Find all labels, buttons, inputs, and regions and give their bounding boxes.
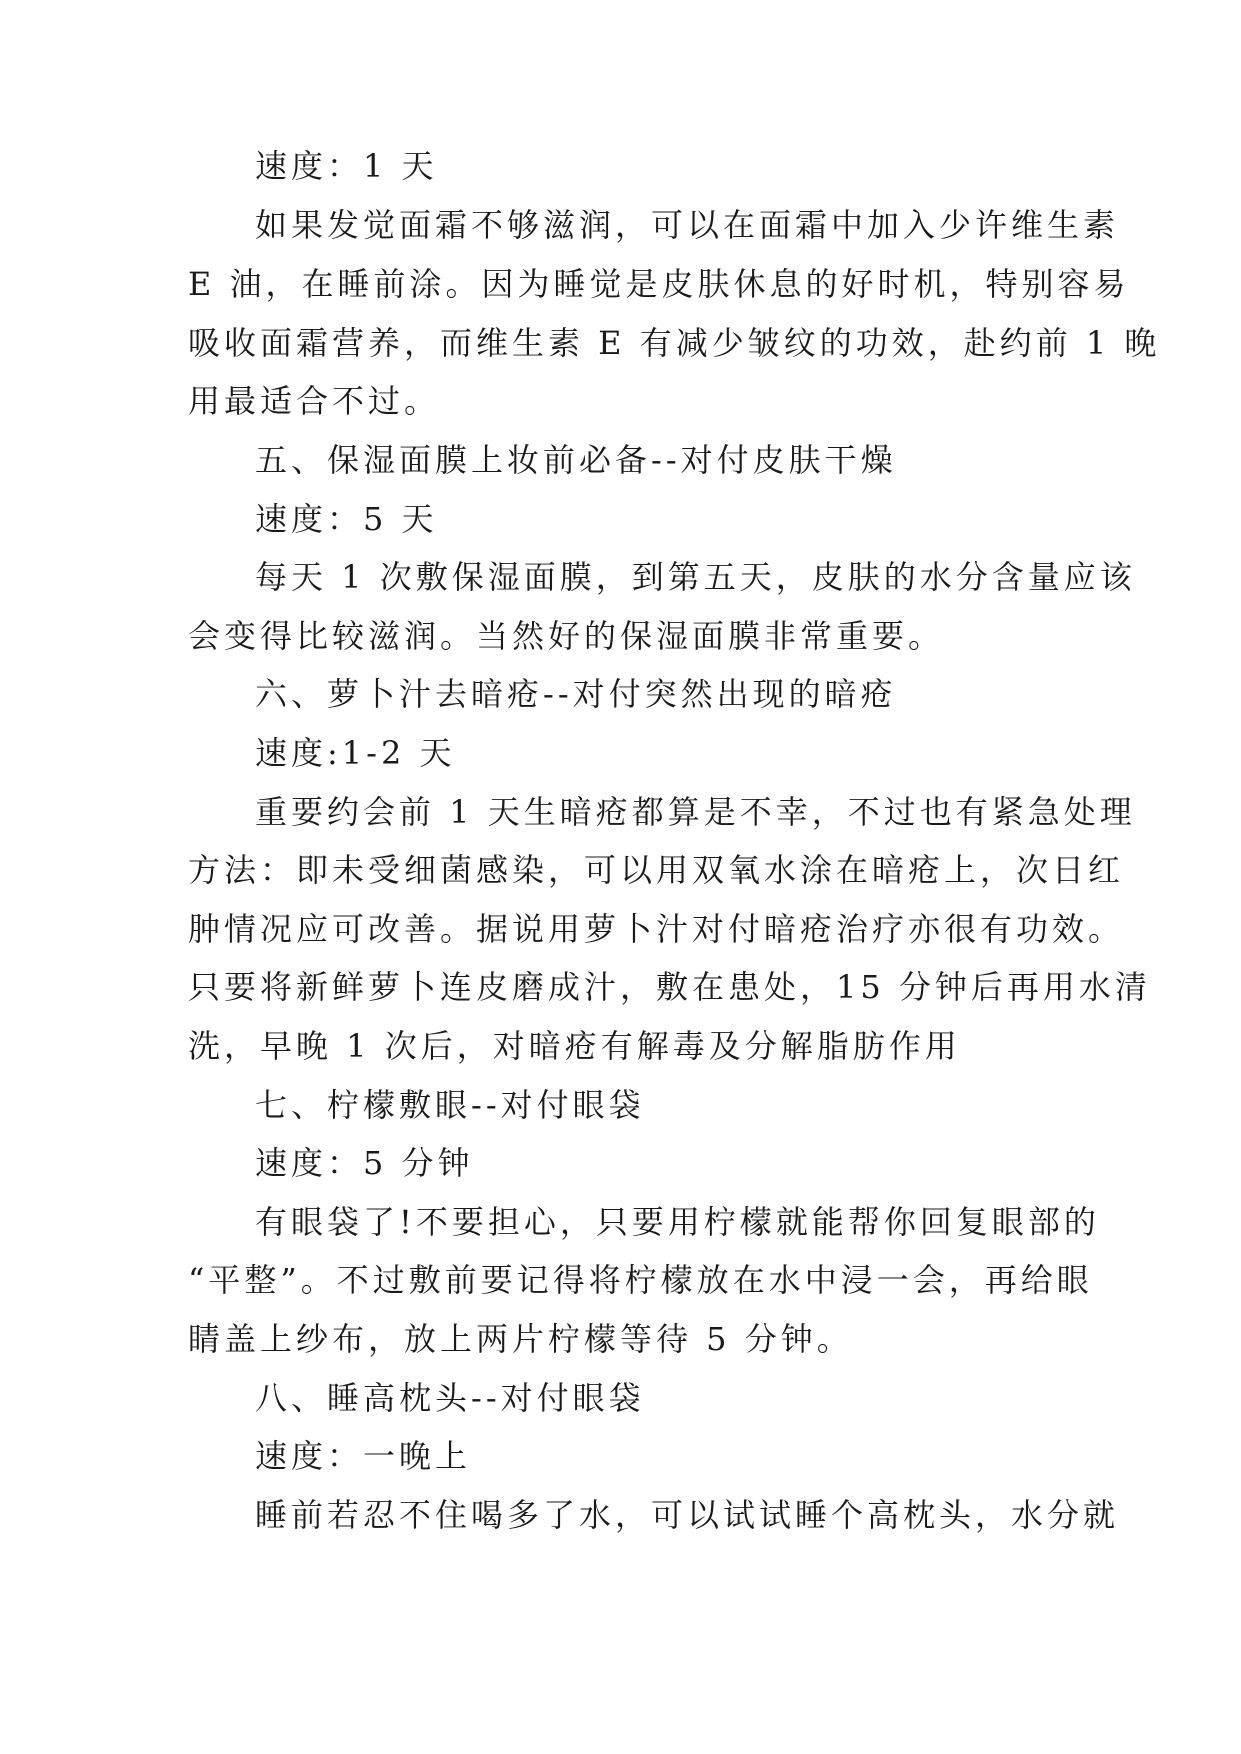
speed-line: 速度：5 天 bbox=[255, 500, 438, 538]
speed-line: 速度：5 分钟 bbox=[255, 1144, 474, 1182]
section-heading: 六、萝卜汁去暗疮--对付突然出现的暗疮 bbox=[255, 675, 897, 713]
paragraph-line: 会变得比较滋润。当然好的保湿面膜非常重要。 bbox=[188, 617, 945, 655]
paragraph-line: 吸收面霜营养，而维生素 E 有减少皱纹的功效，赴约前 1 晚 bbox=[188, 324, 1161, 362]
paragraph-line: 睛盖上纱布，放上两片柠檬等待 5 分钟。 bbox=[188, 1320, 853, 1358]
paragraph-line: 睡前若忍不住喝多了水，可以试试睡个高枕头，水分就 bbox=[255, 1496, 1120, 1534]
paragraph-line: 每天 1 次敷保湿面膜，到第五天，皮肤的水分含量应该 bbox=[255, 558, 1136, 596]
paragraph-line: 用最适合不过。 bbox=[188, 382, 441, 420]
section-heading: 八、睡高枕头--对付眼袋 bbox=[255, 1379, 645, 1417]
paragraph-line: E 油，在睡前涂。因为睡觉是皮肤休息的好时机，特别容易 bbox=[188, 265, 1130, 303]
section-heading: 七、柠檬敷眼--对付眼袋 bbox=[255, 1086, 645, 1124]
section-heading: 五、保湿面膜上妆前必备--对付皮肤干燥 bbox=[255, 441, 897, 479]
paragraph-line: 肿情况应可改善。据说用萝卜汁对付暗疮治疗亦很有功效。 bbox=[188, 910, 1125, 948]
paragraph-line: 重要约会前 1 天生暗疮都算是不幸，不过也有紧急处理 bbox=[255, 793, 1136, 831]
paragraph-line: 有眼袋了!不要担心，只要用柠檬就能帮你回复眼部的 bbox=[255, 1203, 1100, 1241]
paragraph-line: 洗，早晚 1 次后，对暗疮有解毒及分解脂肪作用 bbox=[188, 1027, 961, 1065]
speed-line: 速度：1 天 bbox=[255, 147, 438, 185]
speed-line: 速度：一晚上 bbox=[255, 1437, 472, 1475]
paragraph-line: 如果发觉面霜不够滋润，可以在面霜中加入少许维生素 bbox=[255, 206, 1120, 244]
paragraph-line: 只要将新鲜萝卜连皮磨成汁，敷在患处，15 分钟后再用水清 bbox=[188, 968, 1151, 1006]
speed-line: 速度:1-2 天 bbox=[255, 734, 456, 772]
paragraph-line: “平整”。不过敷前要记得将柠檬放在水中浸一会，再给眼 bbox=[188, 1261, 1093, 1299]
paragraph-line: 方法：即未受细菌感染，可以用双氧水涂在暗疮上，次日红 bbox=[188, 851, 1125, 889]
